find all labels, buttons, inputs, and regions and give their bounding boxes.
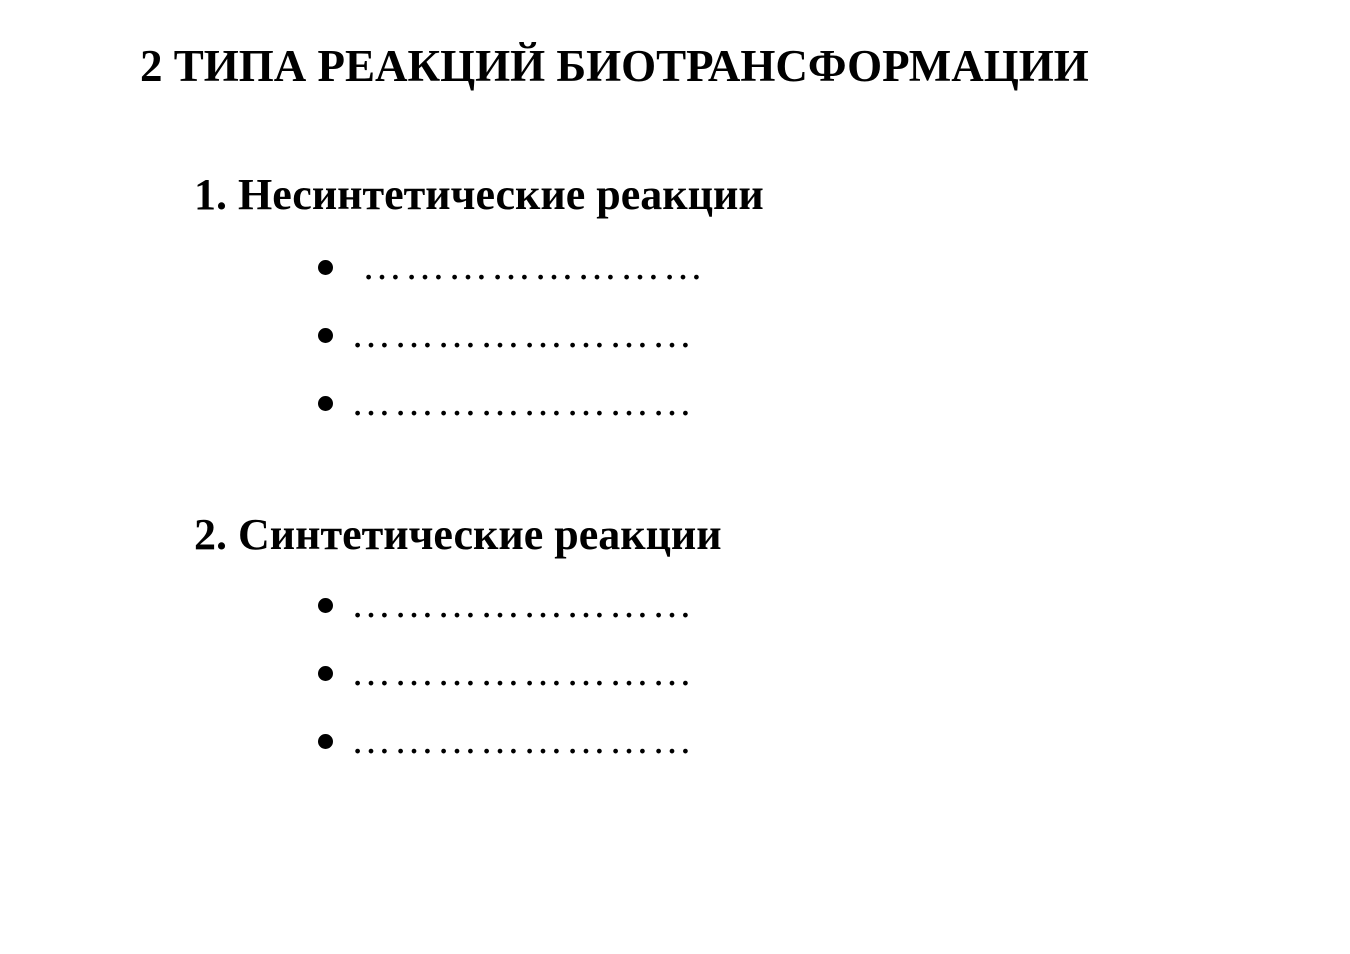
blank-placeholder: …………………… (351, 311, 695, 356)
bullet-icon (318, 260, 333, 275)
section-heading-synthetic: 2. Синтетические реакции (194, 510, 722, 559)
bullet-icon (318, 666, 333, 681)
bullet-icon (318, 328, 333, 343)
page-title: 2 ТИПА РЕАКЦИЙ БИОТРАНСФОРМАЦИИ (140, 41, 1089, 91)
blank-placeholder: …………………… (351, 649, 695, 694)
blank-placeholder: …………………… (351, 717, 695, 762)
blank-placeholder: …………………… (351, 581, 695, 626)
bullet-icon (318, 396, 333, 411)
blank-placeholder: …………………… (351, 379, 695, 424)
bullet-icon (318, 598, 333, 613)
blank-placeholder: …………………… (362, 243, 706, 288)
section-heading-nonsynthetic: 1. Несинтетические реакции (194, 170, 764, 219)
bullet-icon (318, 734, 333, 749)
